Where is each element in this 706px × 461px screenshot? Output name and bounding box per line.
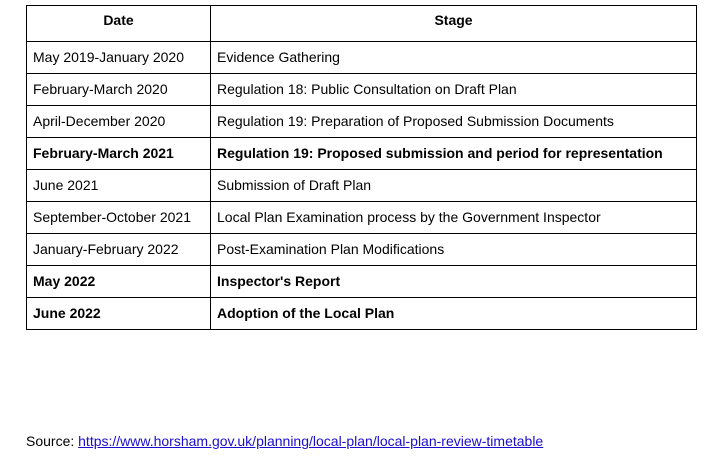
stage-cell: Submission of Draft Plan <box>211 170 697 202</box>
table-header-row <box>27 6 697 42</box>
table-row <box>27 42 697 74</box>
date-cell: February-March 2020 <box>27 74 211 106</box>
source-line <box>26 431 543 451</box>
source-link[interactable]: https://www.horsham.gov.uk/planning/local-plan/local-plan-review-timetable <box>78 433 544 449</box>
stage-cell: Regulation 18: Public Consultation on Draft Plan <box>211 74 697 106</box>
date-cell: June 2021 <box>27 170 211 202</box>
stage-cell: Regulation 19: Preparation of Proposed Submission Documents <box>211 106 697 138</box>
date-cell: June 2022 <box>27 298 211 330</box>
stage-cell: Local Plan Examination process by the Government Inspector <box>211 202 697 234</box>
date-cell: May 2019-January 2020 <box>27 42 211 74</box>
date-cell: February-March 2021 <box>27 138 211 170</box>
table-body <box>27 42 697 330</box>
stage-cell: Regulation 19: Proposed submission and period for representation <box>211 138 697 170</box>
table-row <box>27 234 697 266</box>
table-row <box>27 106 697 138</box>
table-row <box>27 298 697 330</box>
stage-cell: Post-Examination Plan Modifications <box>211 234 697 266</box>
stage-cell: Evidence Gathering <box>211 42 697 74</box>
stage-column-header: Stage <box>211 6 697 42</box>
table-row <box>27 266 697 298</box>
table-row <box>27 74 697 106</box>
table-row <box>27 170 697 202</box>
source-label: Source: <box>26 433 75 449</box>
stage-cell: Adoption of the Local Plan <box>211 298 697 330</box>
date-cell: May 2022 <box>27 266 211 298</box>
date-column-header: Date <box>27 6 211 42</box>
date-cell: January-February 2022 <box>27 234 211 266</box>
date-cell: September-October 2021 <box>27 202 211 234</box>
table-row <box>27 202 697 234</box>
timetable-table <box>26 5 697 330</box>
stage-cell: Inspector's Report <box>211 266 697 298</box>
date-cell: April-December 2020 <box>27 106 211 138</box>
table-row <box>27 138 697 170</box>
